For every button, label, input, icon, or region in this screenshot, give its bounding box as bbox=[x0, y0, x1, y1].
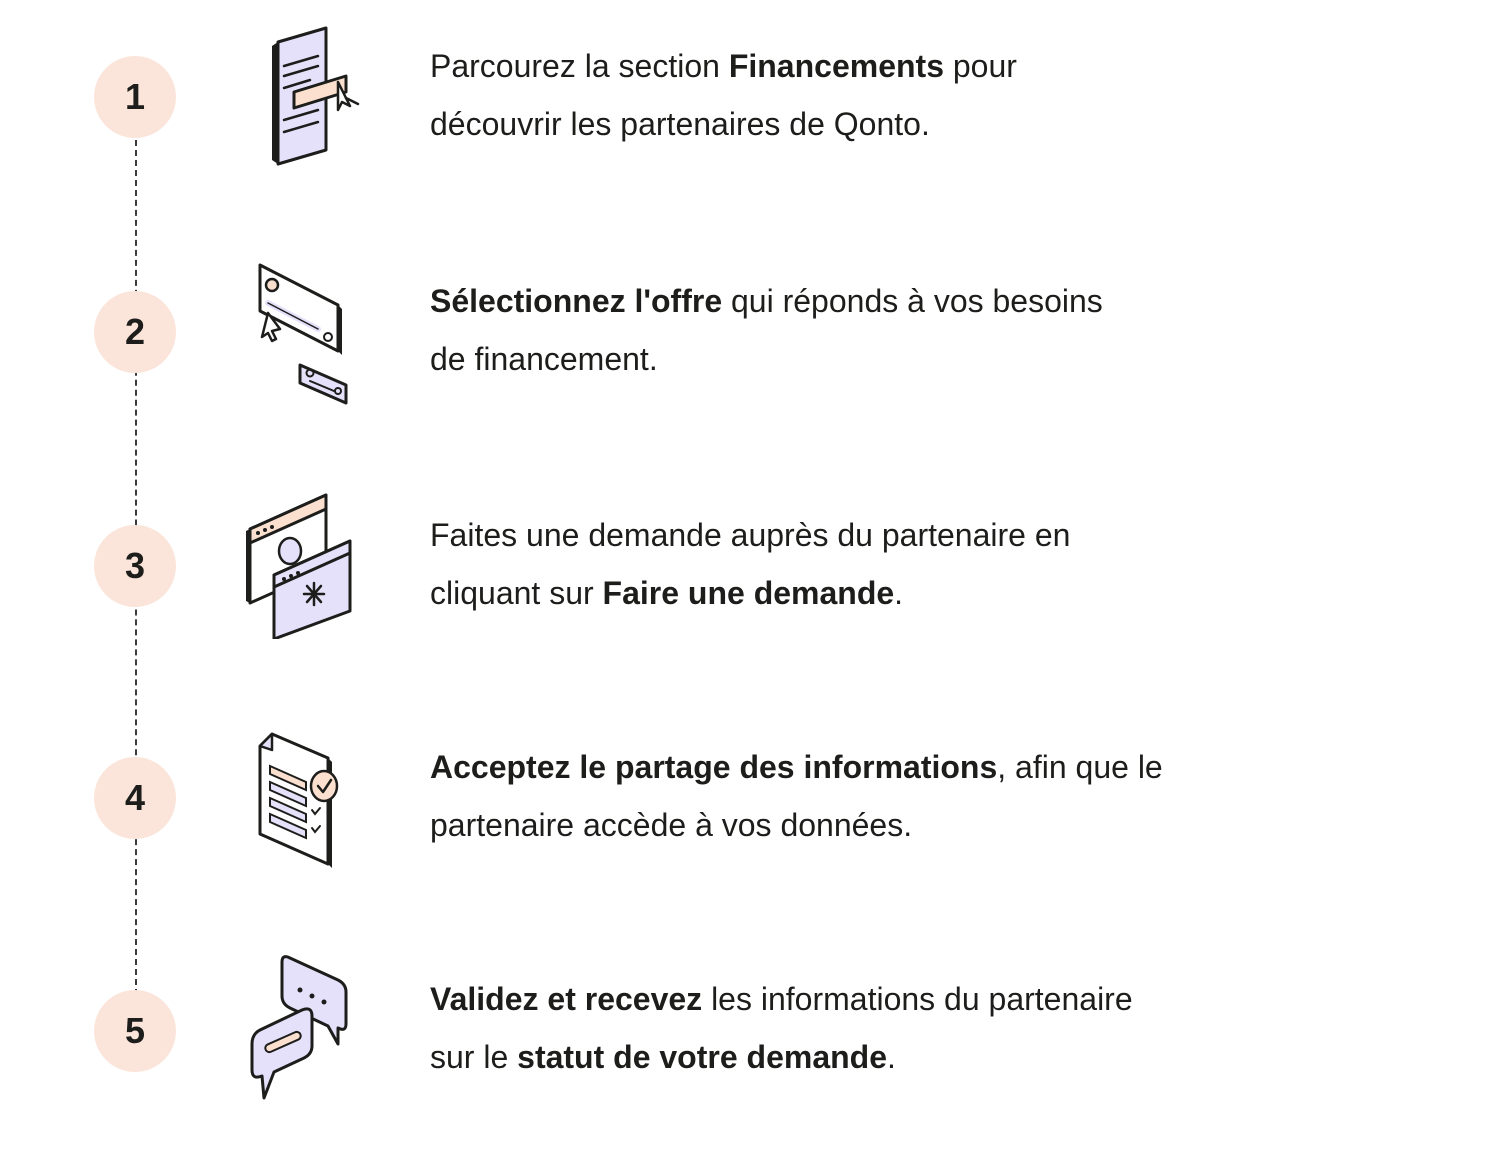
step-description bbox=[430, 37, 1290, 153]
step-description bbox=[430, 272, 1290, 388]
step-line-1 bbox=[430, 272, 1290, 330]
step-text-bold: Sélectionnez l'offre bbox=[430, 283, 723, 319]
step-text-bold: statut de votre demande bbox=[517, 1039, 887, 1075]
step-text-segment: sur le bbox=[430, 1039, 518, 1075]
step-text-bold: Financements bbox=[728, 48, 944, 84]
step-description bbox=[430, 506, 1290, 622]
step-text-segment: qui réponds à vos besoins bbox=[722, 283, 1103, 319]
step-number: 5 bbox=[124, 1010, 146, 1051]
step-text-bold: Validez et recevez bbox=[430, 981, 703, 1017]
step-text-segment: , afin que le bbox=[997, 749, 1163, 785]
step-line-2 bbox=[430, 564, 1290, 622]
step-2 bbox=[0, 235, 1490, 435]
step-number: 2 bbox=[124, 311, 146, 352]
step-line-1 bbox=[430, 506, 1290, 564]
step-text-segment: Parcourez la section bbox=[430, 48, 729, 84]
step-number: 1 bbox=[124, 76, 146, 117]
step-1 bbox=[0, 0, 1490, 200]
step-line-2 bbox=[430, 1028, 1290, 1086]
step-line-2 bbox=[430, 330, 1290, 388]
step-text-bold: Faire une demande bbox=[602, 575, 895, 611]
offer-cards-icon bbox=[238, 257, 368, 407]
step-number-badge bbox=[94, 291, 176, 373]
step-line-1 bbox=[430, 738, 1290, 796]
step-number: 4 bbox=[124, 777, 146, 818]
step-text-segment: pour bbox=[943, 48, 1017, 84]
step-text-bold: Acceptez le partage des informations bbox=[430, 749, 998, 785]
step-text-segment: Faites une demande auprès du partenaire en bbox=[430, 517, 1071, 553]
step-5 bbox=[0, 934, 1490, 1134]
step-number: 3 bbox=[124, 545, 146, 586]
step-3 bbox=[0, 469, 1490, 669]
step-line-1 bbox=[430, 37, 1290, 95]
step-line-2 bbox=[430, 95, 1290, 153]
step-4 bbox=[0, 702, 1490, 902]
step-description bbox=[430, 970, 1290, 1086]
step-number-badge bbox=[94, 525, 176, 607]
step-line-1 bbox=[430, 970, 1290, 1028]
browser-windows-icon bbox=[238, 489, 368, 639]
step-text-segment: de financement. bbox=[430, 341, 658, 377]
step-number-badge bbox=[94, 990, 176, 1072]
phone-list-icon bbox=[238, 22, 368, 172]
document-check-icon bbox=[238, 730, 368, 880]
step-text-segment: partenaire accède à vos données. bbox=[430, 807, 913, 843]
step-text-segment: découvrir les partenaires de Qonto. bbox=[430, 106, 930, 142]
step-description bbox=[430, 738, 1290, 854]
step-number-badge bbox=[94, 757, 176, 839]
step-number-badge bbox=[94, 56, 176, 138]
step-line-2 bbox=[430, 796, 1290, 854]
step-text-segment: cliquant sur bbox=[430, 575, 603, 611]
step-text-segment: les informations du partenaire bbox=[702, 981, 1133, 1017]
chat-bubbles-icon bbox=[238, 952, 368, 1102]
step-text-segment: . bbox=[887, 1039, 896, 1075]
step-text-segment: . bbox=[894, 575, 904, 611]
